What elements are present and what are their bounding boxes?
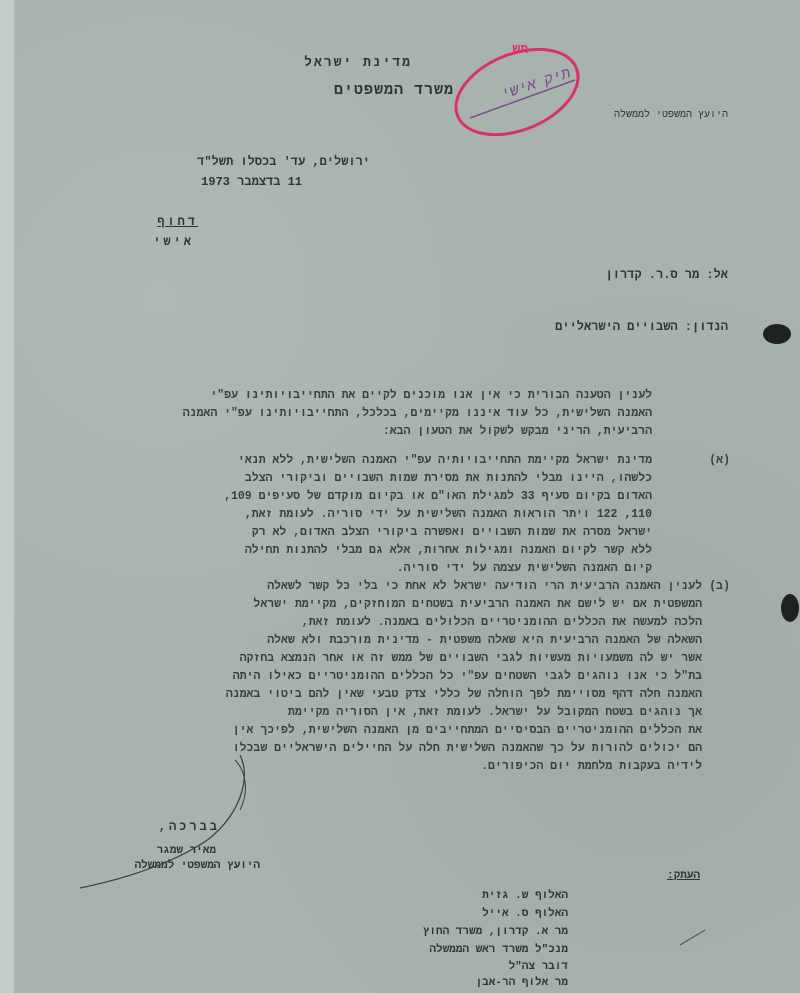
intro-line-1: לענין הטענה הבורית כי אין אנו מוכנים לקיים את התחייבויותינו עפ"י — [210, 389, 652, 402]
section-b-line: האמנה חלה דהף מסויימת לפך הוחלה של כללי צדק טבעי שאין להם ביטוי באמנה — [225, 688, 702, 701]
section-a-line: מדינת ישראל מקיימת התחייבויותיה עפ"י האמנה השלישית, ללא תנאי — [237, 454, 652, 467]
copy-recipient: מנכ"ל משרד ראש הממשלה — [429, 944, 568, 956]
copy-recipient: מר א. קדרון, משרד החוץ — [422, 926, 568, 938]
date-hebrew: ירושלים, עד' בכסלו תשל"ד — [197, 155, 370, 169]
section-a-line: 110, 122 ויתר הוראות האמנה השלישית על ידי סוריה. לעומת זאת, — [244, 508, 652, 521]
section-b-line: הלכה למעשה את הכללים ההומניטריים הכלולים באמנה. לעומת זאת, — [301, 616, 702, 629]
section-a-line: ישראל מסרה את שמות השבויים ואפשרה ביקורי הצלב האדום, לא רק — [251, 526, 652, 539]
copy-recipient: האלוף ש. גזית — [482, 890, 568, 902]
section-a-line: האדום בקיום סעיף 33 למגילת האו"ם או בקיום מוקדם של סעיפים 109, — [224, 490, 652, 503]
punch-hole — [763, 324, 791, 344]
section-a-line: קיום האמנה השלישית עצמה על ידי סוריה. — [396, 562, 652, 575]
section-b-line: אך נוהגים בשטח המקובל על ישראל. לעומת זאת, אין הסוריה מקיימת — [287, 706, 702, 719]
section-a-line: ללא קשר לקיום האמנה ומגילות אחרות, אלא גם מבלי להתנות תחילה — [244, 544, 652, 557]
signer-name: מאיר שמגר — [156, 845, 216, 857]
urgent-label: דחוף — [157, 215, 198, 229]
section-a-marker: (א) — [709, 454, 730, 467]
personal-label: אישי — [153, 235, 194, 249]
signer-title: היועץ המשפטי לממשלה — [134, 860, 260, 872]
section-b-line: את הכללים ההומניטריים הבסיסיים המתחייבים מן האמנה השלישית, לפיכך אין — [232, 724, 702, 737]
stamp-number: תש — [512, 42, 528, 57]
intro-line-3: הרביעית, הריני מבקש לשקול את הטעון הבא: — [382, 425, 652, 438]
section-a-line: כלשהו, היינו מבלי להתנות את מסירת שמות השבויים וביקורי הצלב — [244, 472, 652, 485]
state-name: מדינת ישראל — [304, 55, 412, 70]
intro-line-2: האמנה השלישית, כל עוד איננו מקיימים, בכלכל, התחייבויותינו עפ"י האמנה — [182, 407, 652, 420]
copy-recipient: דובר צה"ל — [508, 961, 568, 973]
section-b-line: הם יכולים להורות על כך שהאמנה השלישית חלה על החיילים הישראליים שבכלו — [232, 742, 702, 755]
section-b-line: המשפטית אם יש לישם את האמנה הרביעית בשטחים המוחזקים, מקיימת ישראל — [253, 598, 702, 611]
addressee: אל: מר ס.ר. קדרון — [605, 268, 728, 282]
section-b-marker: (ב) — [709, 580, 730, 593]
section-b-line: לידיה בעקבות מלחמת יום הכיפורים. — [481, 760, 702, 773]
punch-hole — [781, 594, 799, 622]
section-b-line: אשר יש לה משמעויות מעשיות לגבי השבויים של ממש זה או אחר הנמצא בחזקה — [239, 652, 702, 665]
subject: הנדון: השבויים הישראליים — [555, 320, 728, 334]
section-b-line: לענין האמנה הרביעית הרי הודיעה ישראל לא אחת כי בלי כל קשר לשאלה — [267, 580, 702, 593]
copies-heading: העתק: — [666, 870, 700, 882]
date-gregorian: 11 בדצמבר 1973 — [201, 175, 302, 189]
copy-recipient: האלוף ס. אייל — [482, 908, 568, 920]
copy-recipient: מר אלוף הר-אבן — [475, 977, 568, 989]
ministry-name: משרד המשפטים — [333, 82, 454, 99]
section-b-line: השאלה של האמנה הרביעית היא שאלה משפטית - מדינית מורכבת ולא שאלה — [267, 634, 702, 647]
office-name: היועץ המשפטי לממשלה — [613, 110, 728, 121]
regards: בברכה, — [158, 820, 220, 834]
section-b-line: בת"ל כי אנו נוהגים לגבי השטחים עפ"י כל הכללים ההומניטריים כאילו היתה — [232, 670, 702, 683]
stamp-text: תיק אישי — [499, 65, 573, 104]
